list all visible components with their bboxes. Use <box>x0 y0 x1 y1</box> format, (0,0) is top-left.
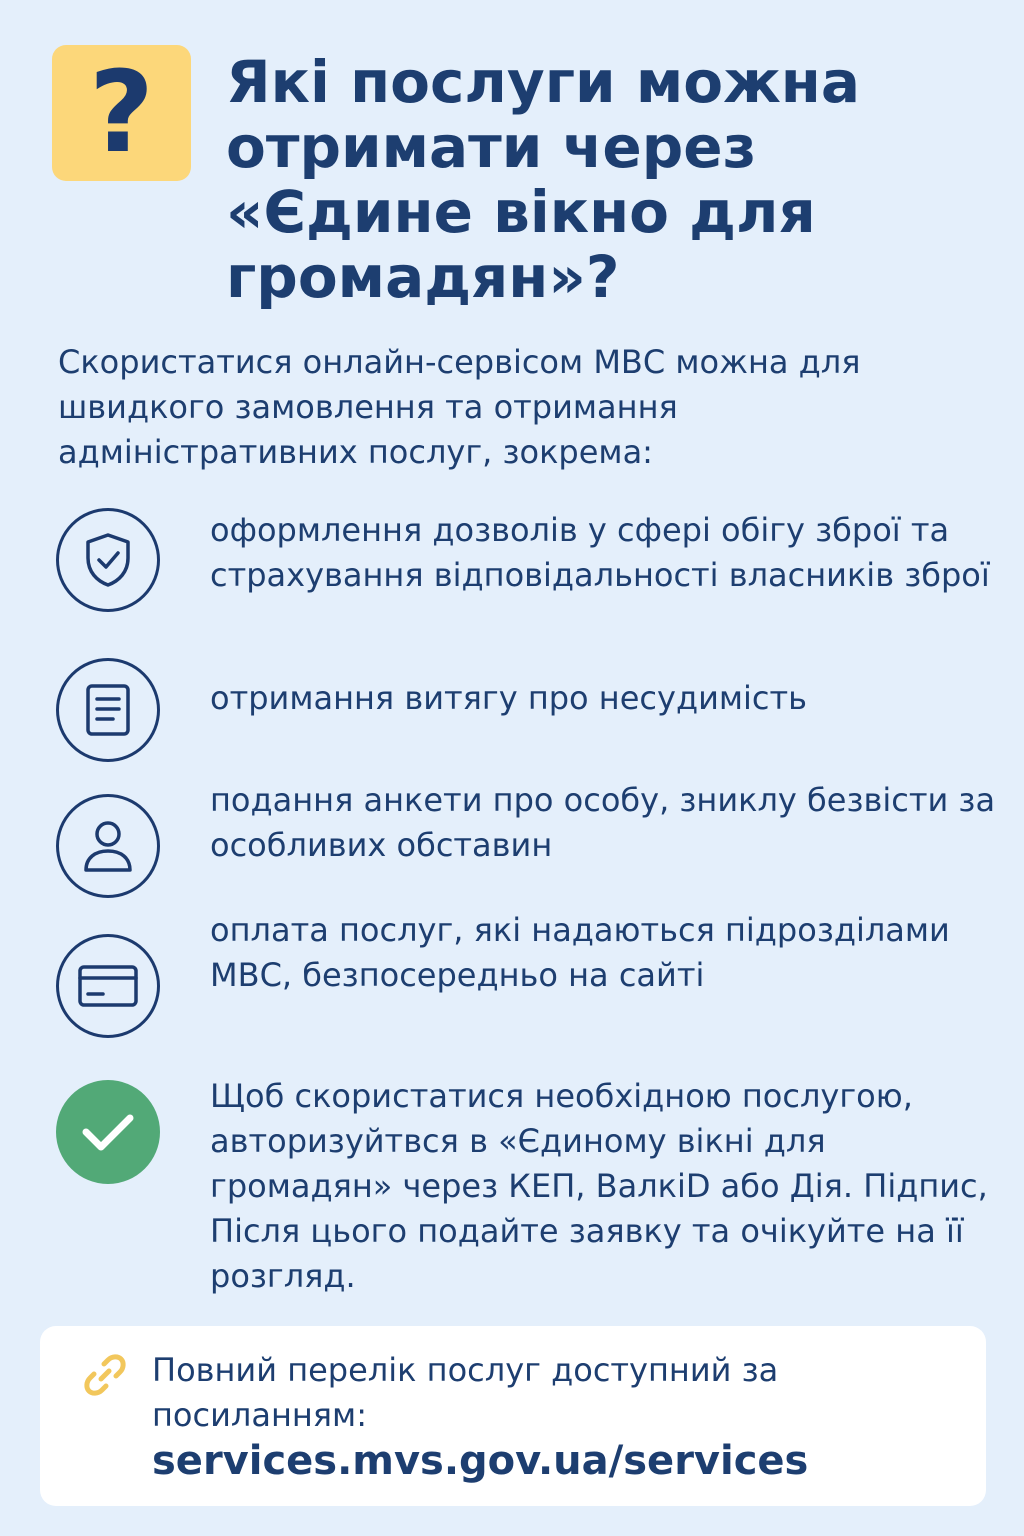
instruction-text: Щоб скористатися необхідною послугою, авторизуйтвся в «Єдиному вікні для громадян» через КЕП, ВалкiD або Дія. Підпис, Після цього подайте заявку та очікуйте на її розгляд. <box>210 1077 988 1295</box>
shield-check-icon <box>56 508 160 612</box>
service-text: оплата послуг, які надаються підрозділами МВС, безпосередньо на сайті <box>210 911 950 994</box>
document-icon <box>56 658 160 762</box>
services-link-card <box>40 1326 986 1506</box>
checkmark-icon <box>56 1080 160 1184</box>
card-text: Повний перелік послуг доступний за посиланням: <box>152 1351 779 1434</box>
person-icon <box>56 794 160 898</box>
services-link[interactable]: services.mvs.gov.ua/services <box>152 1438 809 1484</box>
intro-text: Скористатися онлайн-сервісом МВС можна для швидкого замовлення та отримання адміністративних послуг, зокрема: <box>58 343 861 471</box>
card-icon <box>56 934 160 1038</box>
page-title: Які послуги можна отримати через «Єдине вікно для громадян»? <box>226 48 861 311</box>
service-text: оформлення дозволів у сфері обігу зброї та страхування відповідальності власників зброї <box>210 511 990 594</box>
service-text: отримання витягу про несудимість <box>210 679 807 717</box>
service-text: подання анкети про особу, зниклу безвісти за особливих обставин <box>210 781 996 864</box>
question-mark-icon: ? <box>89 48 154 178</box>
question-badge <box>52 45 191 181</box>
link-icon <box>80 1350 130 1404</box>
